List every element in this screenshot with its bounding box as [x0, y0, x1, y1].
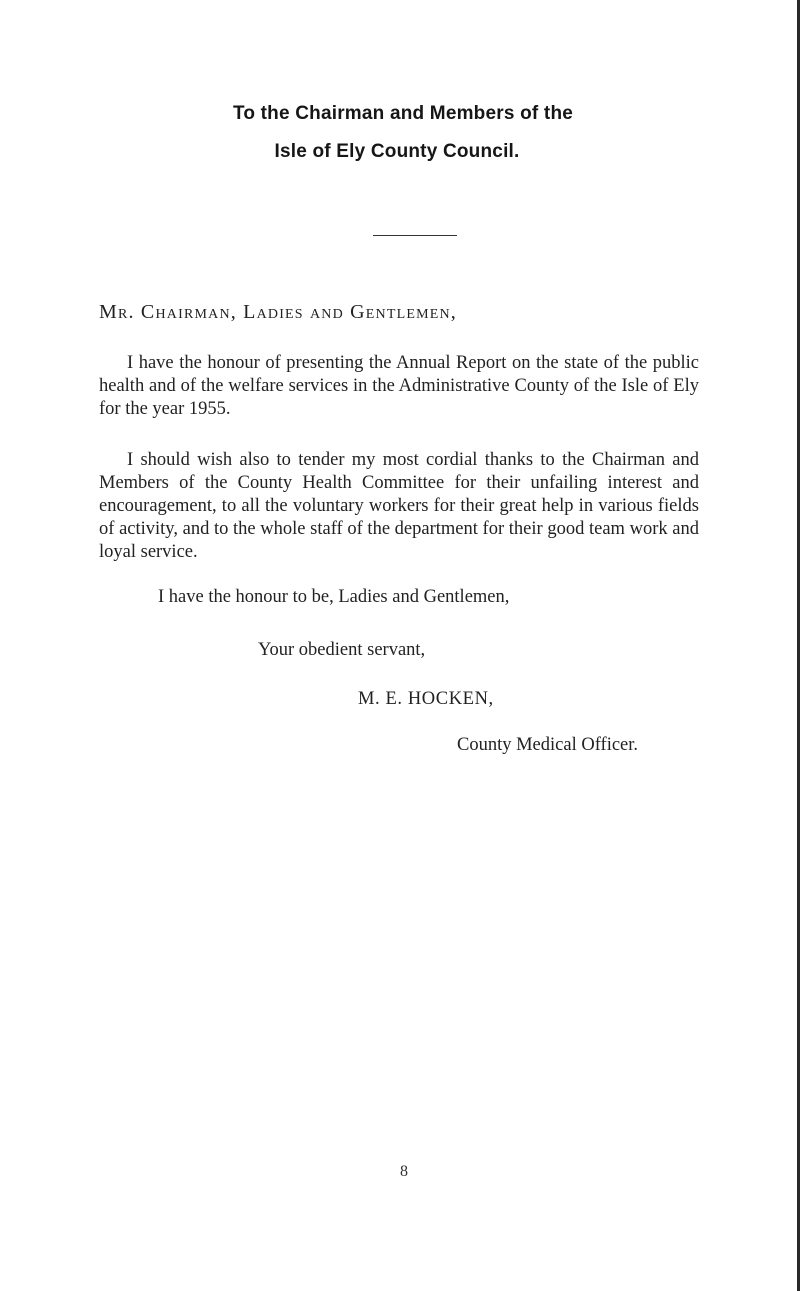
address-heading-line-1: To the Chairman and Members of the — [232, 103, 574, 124]
salutation: Mr. Chairman, Ladies and Gentlemen, — [99, 301, 457, 323]
separator-rule — [373, 235, 457, 236]
signature-title: County Medical Officer. — [457, 735, 639, 755]
body-paragraph-1: I have the honour of presenting the Annual Report on the state of the public health and of the welfare services in the Administrative County of the Isle of Ely for the year 1955. — [99, 353, 699, 419]
closing-servant-line: Your obedient servant, — [258, 640, 426, 660]
page-number: 8 — [400, 1163, 408, 1180]
body-paragraph-2: I should wish also to tender my most cordial thanks to the Chairman and Members of the County Health Committee for their unfailing interest and encouragement, to all the voluntary workers for their great help in various fields of activity, and to the whole staff of the department for their good team work and loyal service. — [99, 450, 699, 562]
signature-name: M. E. HOCKEN, — [358, 689, 494, 709]
closing-honour-line: I have the honour to be, Ladies and Gentlemen, — [158, 587, 510, 607]
address-heading-line-2: Isle of Ely County Council. — [274, 141, 520, 162]
